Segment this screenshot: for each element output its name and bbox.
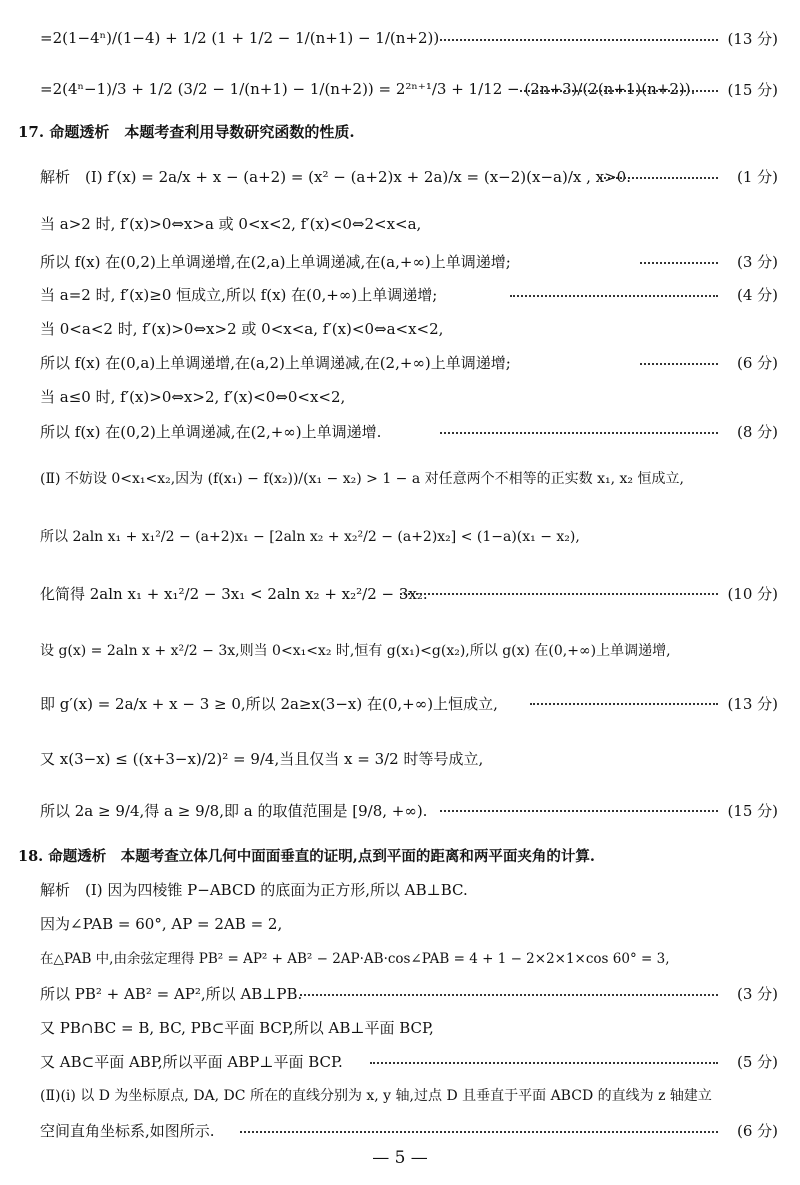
line-text: 所以 2a ≥ 9/4,得 a ≥ 9/8,即 a 的取值范围是 [9/8, +∞). (40, 801, 428, 820)
problem-17-heading (0, 118, 800, 144)
text-line-2 (0, 73, 800, 105)
line-text: =2(4ⁿ−1)/3 + 1/2 (3/2 − 1/(n+1) − 1/(n+2)) = 2²ⁿ⁺¹/3 + 1/12 − (2n+3)/(2(n+1)(n+2)). (40, 80, 696, 98)
line-text: 所以 PB² + AB² = AP²,所以 AB⊥PB. (40, 984, 303, 1003)
text-line-15 (0, 632, 800, 668)
score-label: (15 分) (727, 80, 778, 99)
line-text: 所以 f(x) 在(0,a)上单调递增,在(a,2)上单调递减,在(2,+∞)上单调递增; (40, 353, 511, 372)
leader-dots (400, 593, 718, 595)
line-text: 又 PB∩BC = B, BC, PB⊂平面 BCP,所以 AB⊥平面 BCP, (40, 1018, 434, 1037)
line-text: 又 AB⊂平面 ABP,所以平面 ABP⊥平面 BCP. (40, 1052, 343, 1071)
text-line-17 (0, 740, 800, 776)
score-label: (13 分) (727, 694, 778, 713)
text-line-18 (0, 792, 800, 828)
score-label: (6 分) (736, 1121, 778, 1140)
line-text: 当 a>2 时, f′(x)>0⇔x>a 或 0<x<2, f′(x)<0⇔2<x<a, (40, 214, 422, 233)
line-text: 因为∠PAB = 60°, AP = 2AB = 2, (40, 914, 283, 933)
text-line-26 (0, 1082, 800, 1108)
leader-dots (300, 994, 718, 996)
leader-dots (440, 432, 718, 434)
text-line-7 (0, 281, 800, 307)
score-label: (6 分) (736, 353, 778, 372)
score-label: (4 分) (736, 285, 778, 304)
score-label: (3 分) (736, 984, 778, 1003)
text-line-9 (0, 349, 800, 375)
leader-dots (440, 810, 718, 812)
leader-dots (520, 90, 718, 92)
problem-18-heading (0, 842, 800, 868)
score-label: (8 分) (736, 422, 778, 441)
line-text: (Ⅱ) 不妨设 0<x₁<x₂,因为 (f(x₁) − f(x₂))/(x₁ − x₂) > 1 − a 对任意两个不相等的正实数 x₁, x₂ 恒成立, (40, 471, 684, 487)
text-line-8 (0, 315, 800, 341)
score-label: (1 分) (736, 167, 778, 186)
text-line-4 (0, 160, 800, 192)
line-text: 当 0<a<2 时, f′(x)>0⇔x>2 或 0<x<a, f′(x)<0⇔a<x<2, (40, 319, 444, 338)
line-text: 解析 (Ⅰ) f′(x) = 2a/x + x − (a+2) = (x² − (a+2)x + 2a)/x = (x−2)(x−a)/x , x>0. (40, 167, 631, 186)
text-line-11 (0, 418, 800, 444)
leader-dots (370, 1062, 718, 1064)
line-text: 所以 2aln x₁ + x₁²/2 − (a+2)x₁ − [2aln x₂ + x₂²/2 − (a+2)x₂] < (1−a)(x₁ − x₂), (40, 529, 580, 545)
leader-dots (240, 1131, 718, 1133)
line-text: 18. 命题透析 本题考查立体几何中面面垂直的证明,点到平面的距离和两平面夹角的计算. (18, 847, 595, 865)
leader-dots (640, 363, 718, 365)
text-line-27 (0, 1117, 800, 1143)
text-line-25 (0, 1048, 800, 1074)
line-text: 17. 命题透析 本题考查利用导数研究函数的性质. (18, 122, 355, 141)
line-text: 设 g(x) = 2aln x + x²/2 − 3x,则当 0<x₁<x₂ 时,恒有 g(x₁)<g(x₂),所以 g(x) 在(0,+∞)上单调递增, (40, 643, 671, 659)
line-text: 所以 f(x) 在(0,2)上单调递减,在(2,+∞)上单调递增. (40, 422, 382, 441)
text-line-21 (0, 910, 800, 936)
text-line-10 (0, 383, 800, 409)
leader-dots (640, 262, 718, 264)
text-line-5 (0, 210, 800, 236)
leader-dots (440, 39, 718, 41)
leader-dots (530, 703, 718, 705)
line-text: =2(1−4ⁿ)/(1−4) + 1/2 (1 + 1/2 − 1/(n+1) − 1/(n+2)) (40, 29, 440, 47)
line-text: 又 x(3−x) ≤ ((x+3−x)/2)² = 9/4,当且仅当 x = 3/2 时等号成立, (40, 749, 484, 768)
leader-dots (600, 177, 718, 179)
text-line-14 (0, 575, 800, 611)
score-label: (10 分) (727, 584, 778, 603)
text-line-13 (0, 518, 800, 554)
text-line-22 (0, 944, 800, 970)
line-text: 所以 f(x) 在(0,2)上单调递增,在(2,a)上单调递减,在(a,+∞)上单调递增; (40, 252, 511, 271)
line-text: 即 g′(x) = 2a/x + x − 3 ≥ 0,所以 2a≥x(3−x) 在(0,+∞)上恒成立, (40, 694, 498, 713)
line-text: 当 a≤0 时, f′(x)>0⇔x>2, f′(x)<0⇔0<x<2, (40, 387, 346, 406)
leader-dots (510, 295, 718, 297)
line-text: 在△PAB 中,由余弦定理得 PB² = AP² + AB² − 2AP·AB·cos∠PAB = 4 + 1 − 2×2×1×cos 60° = 3, (40, 951, 670, 967)
score-label: (15 分) (727, 801, 778, 820)
text-line-12 (0, 460, 800, 496)
line-text: 解析 (Ⅰ) 因为四棱锥 P−ABCD 的底面为正方形,所以 AB⊥BC. (40, 880, 468, 899)
score-label: (13 分) (727, 29, 778, 48)
text-line-1 (0, 22, 800, 54)
line-text: 化简得 2aln x₁ + x₁²/2 − 3x₁ < 2aln x₂ + x₂²/2 − 3x₂. (40, 584, 428, 603)
line-text: (Ⅱ)(ⅰ) 以 D 为坐标原点, DA, DC 所在的直线分别为 x, y 轴,过点 D 且垂直于平面 ABCD 的直线为 z 轴建立 (40, 1088, 712, 1104)
text-line-20 (0, 876, 800, 902)
text-line-23 (0, 980, 800, 1006)
text-line-6 (0, 248, 800, 274)
text-line-16 (0, 685, 800, 721)
score-label: (5 分) (736, 1052, 778, 1071)
text-line-24 (0, 1014, 800, 1040)
page-number: — 5 — (372, 1148, 428, 1168)
line-text: 空间直角坐标系,如图所示. (40, 1121, 215, 1140)
line-text: 当 a=2 时, f′(x)≥0 恒成立,所以 f(x) 在(0,+∞)上单调递增; (40, 285, 438, 304)
score-label: (3 分) (736, 252, 778, 271)
